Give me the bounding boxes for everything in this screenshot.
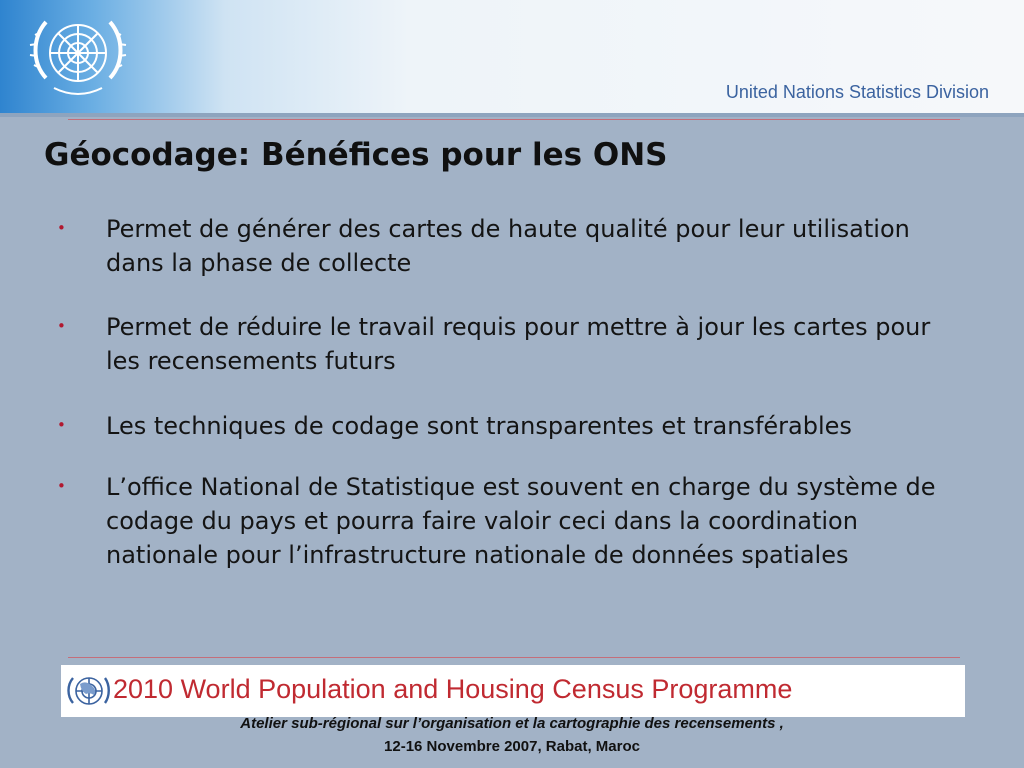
bullet-icon: • — [57, 219, 66, 237]
bullet-icon: • — [57, 416, 66, 434]
un-emblem-icon — [24, 8, 132, 102]
slide-title: Géocodage: Bénéfices pour les ONS — [44, 137, 668, 173]
division-name: United Nations Statistics Division — [725, 82, 989, 102]
bullet-item — [48, 310, 948, 378]
bullet-icon: • — [57, 317, 66, 335]
census-programme-banner — [61, 665, 965, 717]
bullet-list — [48, 212, 948, 572]
bottom-divider — [68, 657, 960, 658]
bullet-text: Les techniques de codage sont transparentes et transférables — [106, 412, 852, 440]
banner-title: 2010 World Population and Housing Census Programme — [113, 674, 793, 704]
bullet-text: L’office National de Statistique est souvent en charge du système de codage du pays et pourra faire valoir ceci dans la coordination nationale pour l’infrastructure nationale de données spatiales — [106, 473, 936, 569]
bullet-text: Permet de réduire le travail requis pour mettre à jour les cartes pour les recensements futurs — [106, 313, 931, 375]
bullet-text: Permet de générer des cartes de haute qualité pour leur utilisation dans la phase de collecte — [106, 215, 910, 277]
bullet-item — [48, 409, 948, 443]
footer-event-line: Atelier sub-régional sur l’organisation et la cartographie des recensements , — [240, 715, 784, 732]
top-divider — [68, 119, 960, 120]
bullet-item — [48, 212, 948, 280]
census-programme-icon — [66, 670, 110, 710]
footer-date-line: 12-16 Novembre 2007, Rabat, Maroc — [384, 738, 640, 755]
bullet-item — [48, 470, 948, 572]
bullet-icon: • — [57, 477, 66, 495]
header-bar — [0, 0, 1024, 117]
